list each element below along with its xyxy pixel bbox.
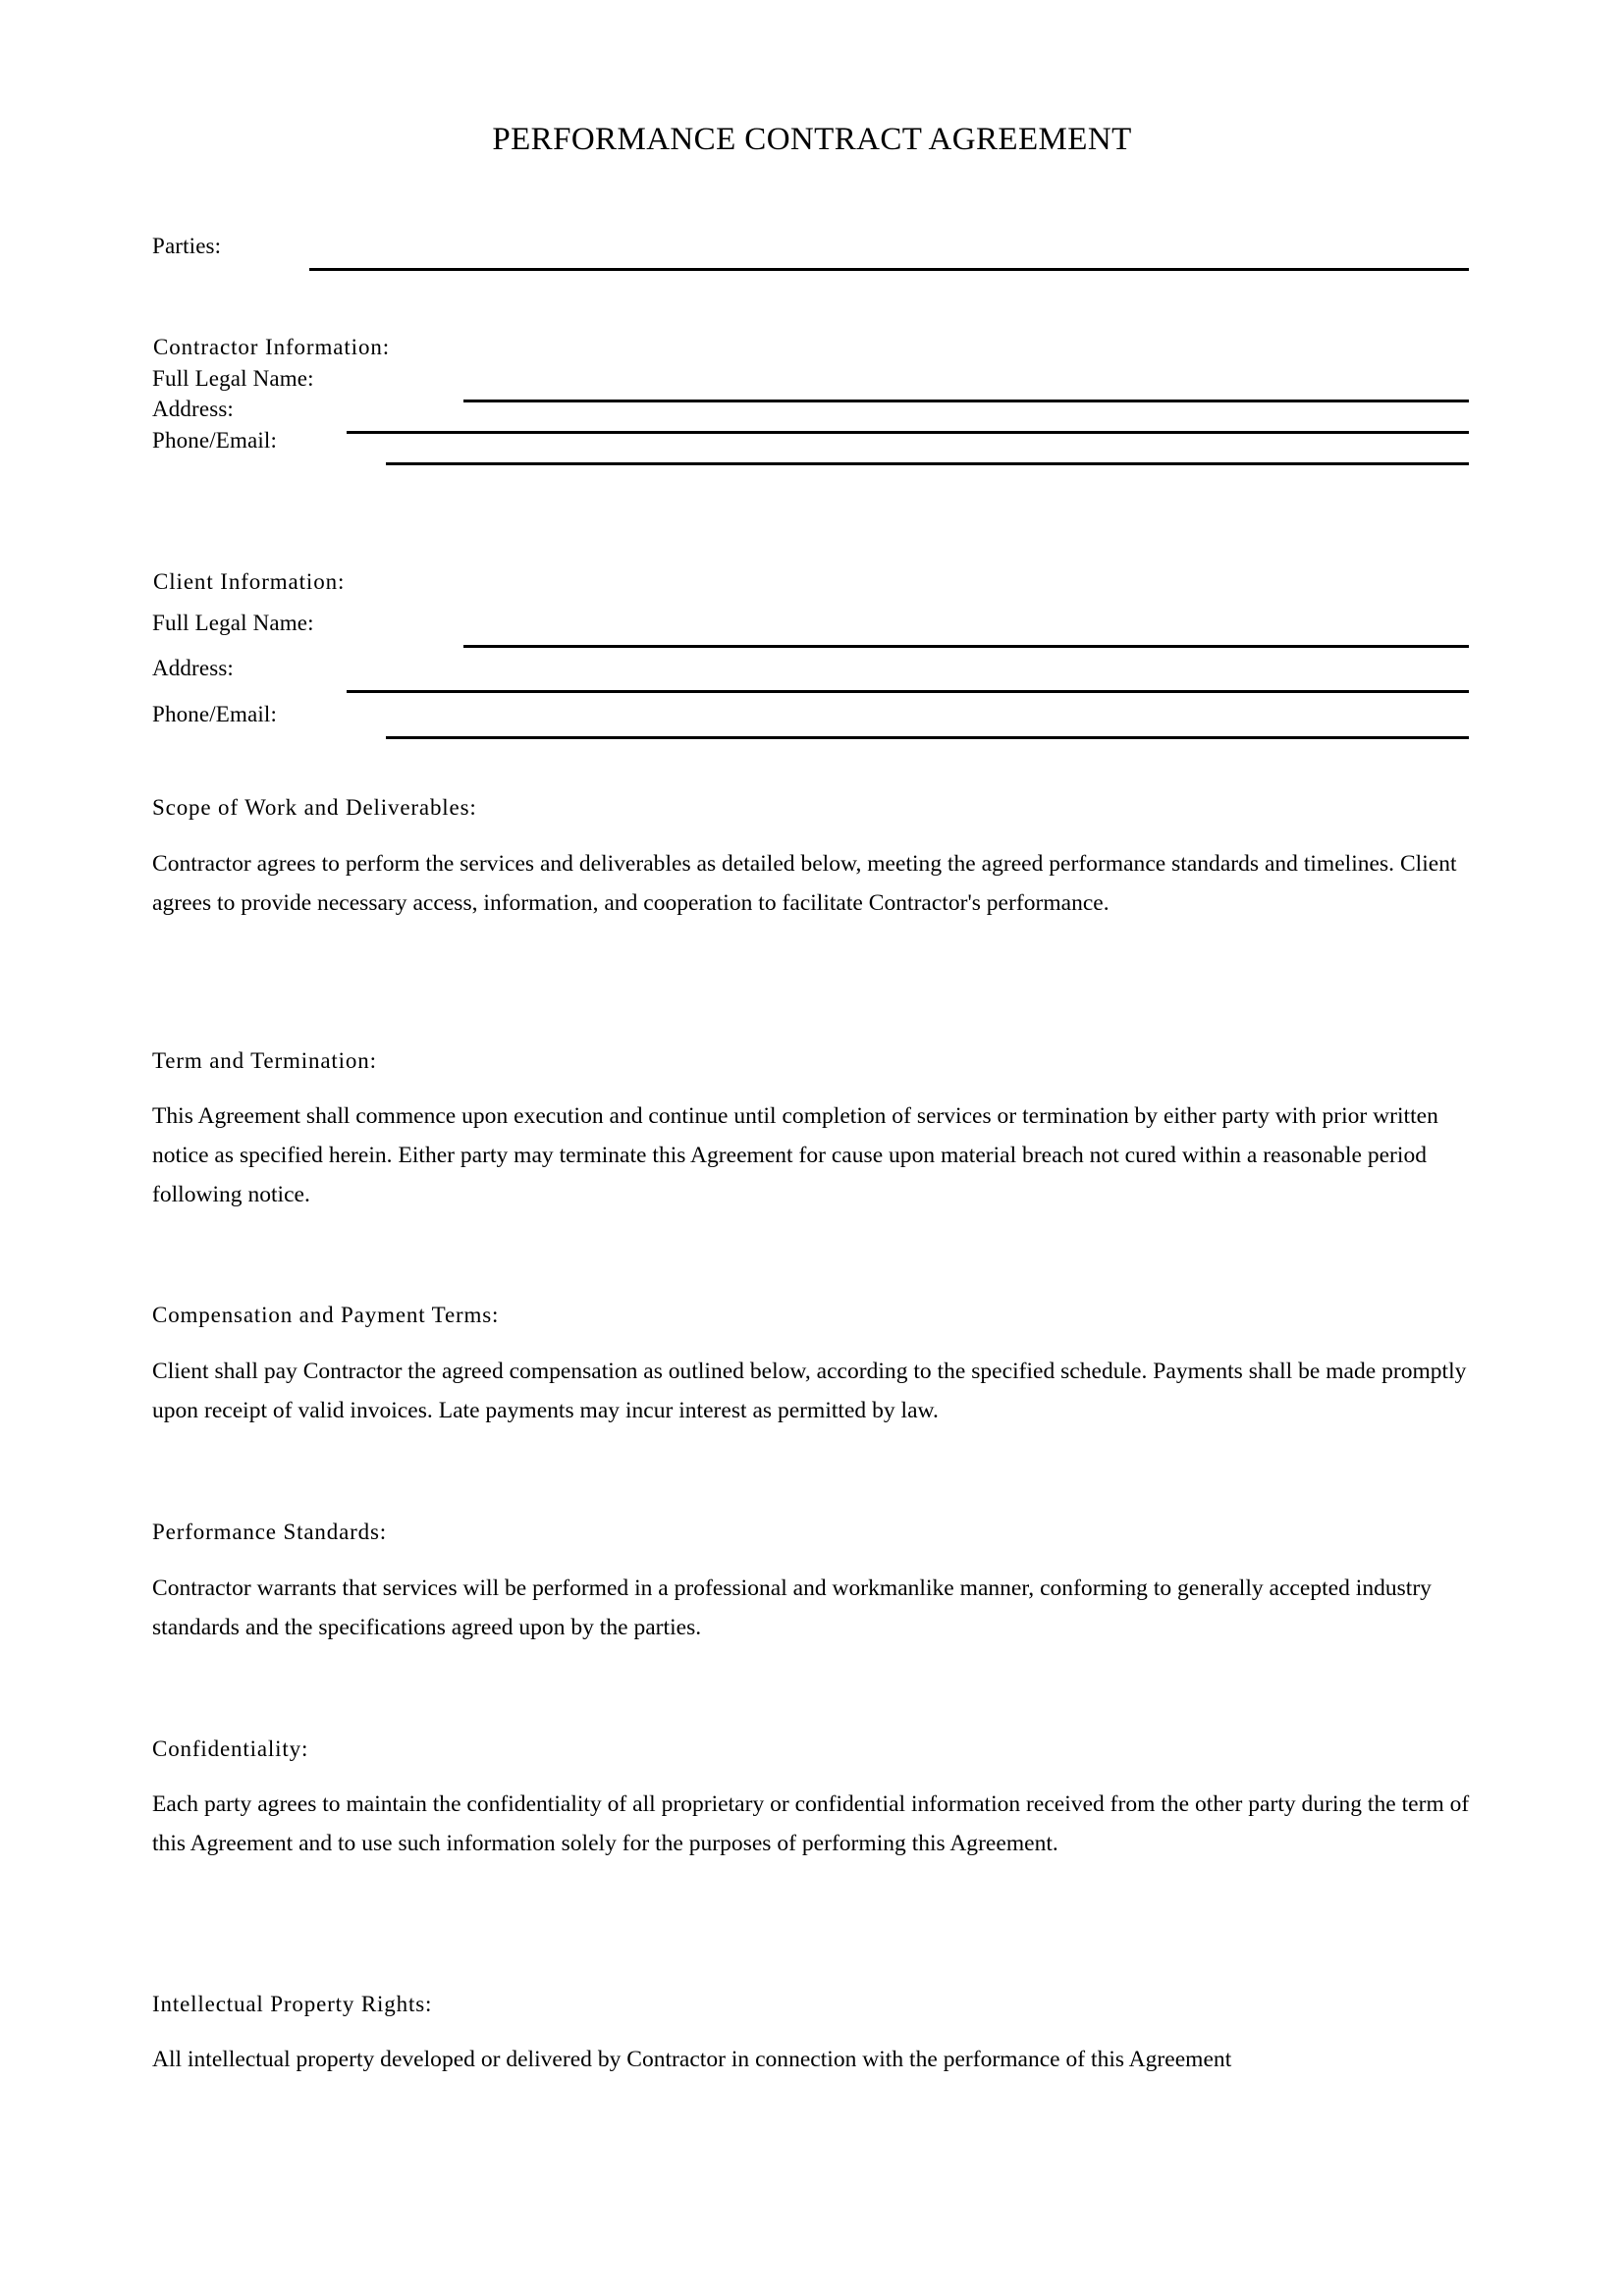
section-body-scope-of-work: Contractor agrees to perform the services and deliverables as detailed below, meeting the agreed performance standards and timelines. Client agrees to provide necessary access, information, and cooperation to facilitate Contractor's performance. <box>152 851 1457 916</box>
section-heading-scope-of-work: Scope of Work and Deliverables: <box>152 795 477 820</box>
client-address-label: Address: <box>152 656 234 680</box>
contractor-full-legal-name-rule[interactable] <box>463 400 1469 402</box>
section-body-compensation-and-payment-terms: Client shall pay Contractor the agreed compensation as outlined below, according to the specified schedule. Payments shall be made promptly upon receipt of valid invoices. Late payments may incur interest as permitted by law. <box>152 1359 1467 1423</box>
section-heading-compensation-and-payment-terms: Compensation and Payment Terms: <box>152 1303 500 1327</box>
contractor-phone-email-label: Phone/Email: <box>152 428 278 453</box>
contractor-phone-email-rule[interactable] <box>386 462 1469 465</box>
parties-label: Parties: <box>152 234 222 258</box>
parties-input-rule[interactable] <box>309 268 1469 271</box>
section-heading-confidentiality: Confidentiality: <box>152 1736 309 1761</box>
client-full-legal-name-label: Full Legal Name: <box>152 611 314 635</box>
section-heading-intellectual-property-rights: Intellectual Property Rights: <box>152 1992 433 2016</box>
section-heading-term-and-termination: Term and Termination: <box>152 1048 377 1073</box>
client-phone-email-rule[interactable] <box>386 736 1469 739</box>
client-phone-email-label: Phone/Email: <box>152 702 278 726</box>
contractor-full-legal-name-label: Full Legal Name: <box>152 366 314 391</box>
client-address-rule[interactable] <box>347 690 1469 693</box>
section-body-performance-standards: Contractor warrants that services will be performed in a professional and workmanlike manner, conforming to generally accepted industry standards and the specifications agreed upon by the parties. <box>152 1575 1432 1640</box>
contractor-information-heading: Contractor Information: <box>153 335 391 359</box>
contractor-address-rule[interactable] <box>347 431 1469 434</box>
section-heading-performance-standards: Performance Standards: <box>152 1520 388 1544</box>
contractor-address-label: Address: <box>152 397 234 421</box>
page-title: PERFORMANCE CONTRACT AGREEMENT <box>492 122 1132 157</box>
section-body-confidentiality: Each party agrees to maintain the confidentiality of all proprietary or confidential information received from the other party during the term of this Agreement and to use such information solely for the purposes of performing this Agreement. <box>152 1791 1470 1856</box>
section-body-term-and-termination: This Agreement shall commence upon execution and continue until completion of services or termination by either party with prior written notice as specified herein. Either party may terminate this Agreement for cause upon material breach not cured within a reasonable period following notice. <box>152 1103 1438 1207</box>
client-information-heading: Client Information: <box>153 569 346 594</box>
client-full-legal-name-rule[interactable] <box>463 645 1469 648</box>
section-body-intellectual-property-rights: All intellectual property developed or delivered by Contractor in connection with the performance of this Agreement <box>152 2047 1232 2072</box>
